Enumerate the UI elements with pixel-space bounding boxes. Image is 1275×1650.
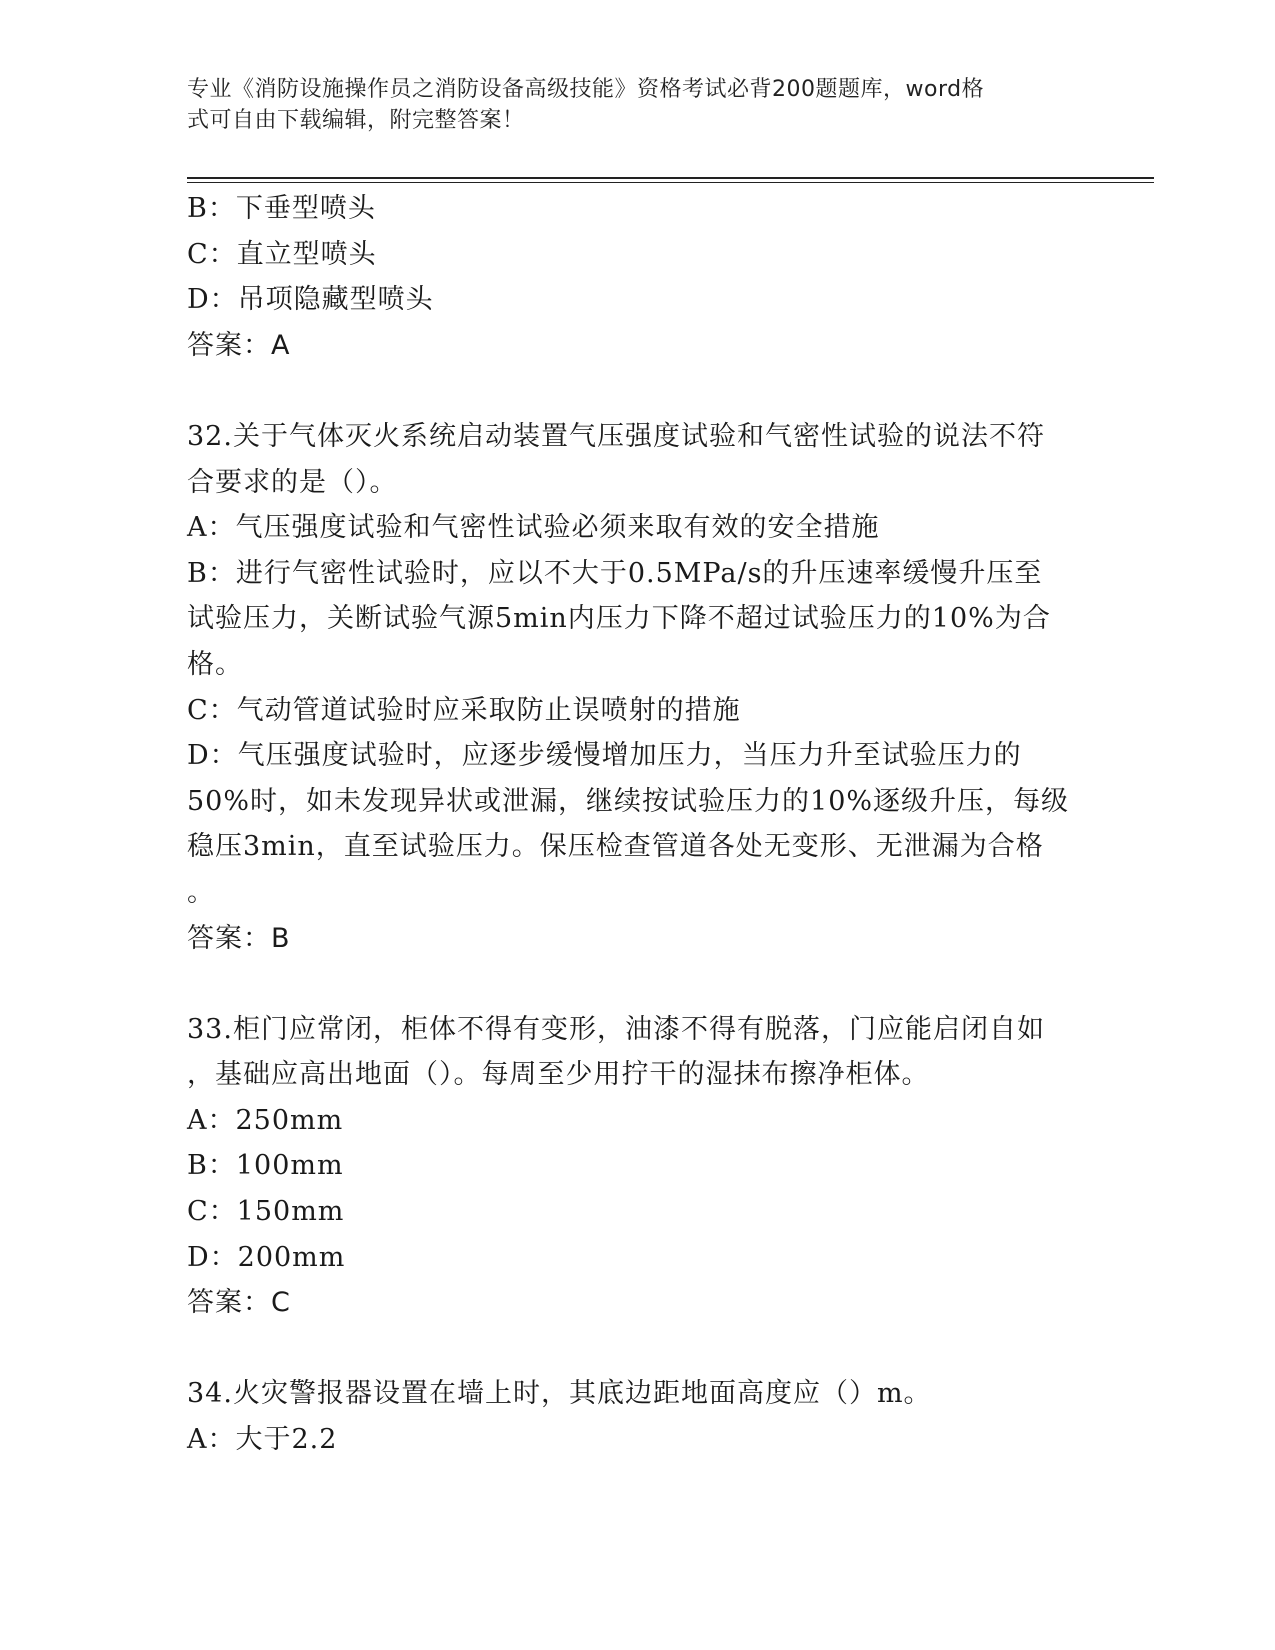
option-b: B：100mm xyxy=(187,1150,344,1182)
option-a: A：大于2.2 xyxy=(187,1424,338,1456)
option-d: D：吊项隐藏型喷头 xyxy=(187,284,434,316)
option-c: C：150mm xyxy=(187,1196,345,1228)
answer-label: 答案：C xyxy=(187,1287,291,1319)
question-stem: 合要求的是（）。 xyxy=(187,466,398,498)
option-d: 。 xyxy=(187,876,215,908)
question-stem: 32.关于气体灭火系统启动装置气压强度试验和气密性试验的说法不符 xyxy=(187,420,1045,452)
header-rule-thin xyxy=(187,182,1154,183)
question-31-tail xyxy=(187,186,1077,368)
question-list xyxy=(187,186,1077,1463)
option-d: D：200mm xyxy=(187,1241,346,1273)
option-a: A：气压强度试验和气密性试验必须来取有效的安全措施 xyxy=(187,512,880,544)
option-c: C：直立型喷头 xyxy=(187,238,377,270)
answer-label: 答案：A xyxy=(187,329,291,361)
spacer xyxy=(187,368,1077,414)
header-rule-thick xyxy=(187,177,1154,179)
option-d: 50%时，如未发现异状或泄漏，继续按试验压力的10%逐级升压，每级 xyxy=(187,785,1070,817)
header-title-line-1: 专业《消防设施操作员之消防设备高级技能》资格考试必背200题题库，word格 xyxy=(187,77,985,102)
option-b: 试验压力，关断试验气源5min内压力下降不超过试验压力的10%为合 xyxy=(187,603,1051,635)
spacer xyxy=(187,961,1077,1007)
question-stem: ，基础应高出地面（）。每周至少用拧干的湿抹布擦净柜体。 xyxy=(187,1059,930,1091)
option-b: B：进行气密性试验时，应以不大于0.5MPa/s的升压速率缓慢升压至 xyxy=(187,557,1043,589)
question-stem: 33.柜门应常闭，柜体不得有变形，油漆不得有脱落，门应能启闭自如 xyxy=(187,1013,1045,1045)
option-b: B：下垂型喷头 xyxy=(187,193,376,224)
spacer xyxy=(187,1326,1077,1372)
header-title-line-2: 式可自由下载编辑，附完整答案！ xyxy=(187,108,525,133)
answer-label: 答案：B xyxy=(187,922,291,954)
document-header xyxy=(187,74,1077,136)
option-d: 稳压3min，直至试验压力。保压检查管道各处无变形、无泄漏为合格 xyxy=(187,831,1044,863)
option-d: D：气压强度试验时，应逐步缓慢增加压力，当压力升至试验压力的 xyxy=(187,740,1022,772)
option-c: C：气动管道试验时应采取防止误喷射的措施 xyxy=(187,694,741,726)
question-34 xyxy=(187,1371,1077,1462)
option-b: 格。 xyxy=(187,648,243,680)
option-a: A：250mm xyxy=(187,1104,344,1136)
question-stem: 34.火灾警报器设置在墙上时，其底边距地面高度应（）m。 xyxy=(187,1378,932,1410)
question-33 xyxy=(187,1007,1077,1326)
question-32 xyxy=(187,414,1077,961)
